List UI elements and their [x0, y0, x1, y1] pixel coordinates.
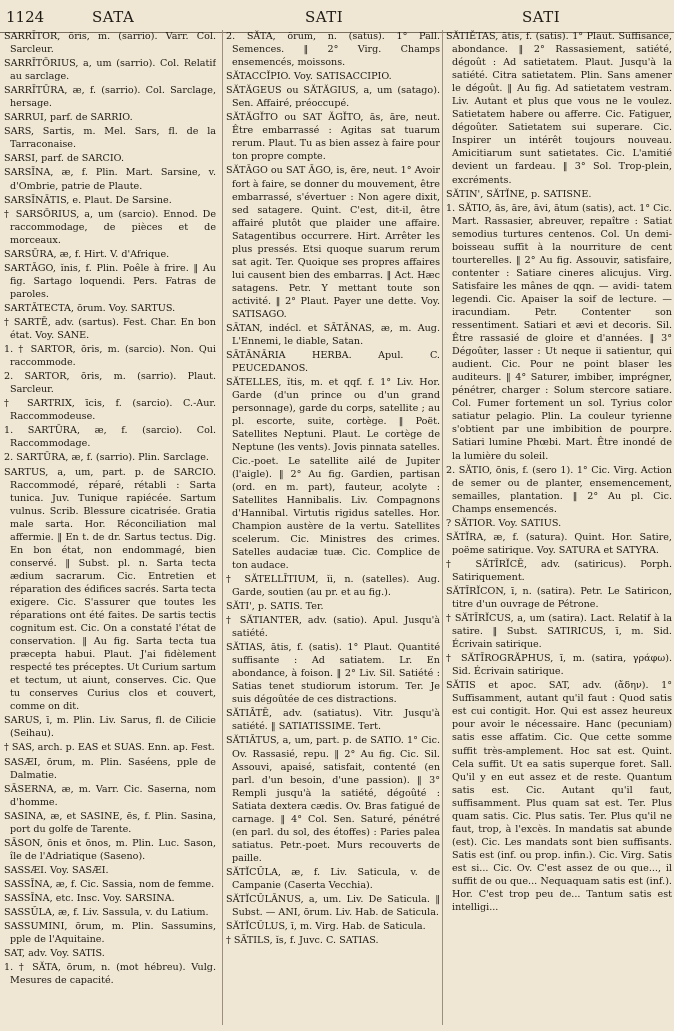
column-middle: [222, 30, 440, 1025]
dictionary-entry: SASSÆI. Voy. SASÆI.: [4, 864, 109, 876]
dictionary-entry: † SAS, arch. p. EAS et SUAS. Enn. ap. Fest.: [4, 742, 215, 754]
page-header: [0, 6, 674, 33]
running-head-left: SATA: [92, 8, 135, 26]
dictionary-entry: SĀTAN, indécl. et SĀTĀNAS, æ, m. Aug. L'Ennemi, le diable, Satan.: [226, 323, 440, 348]
dictionary-entry: SARSŪRA, æ, f. Hirt. V. d'Afrique.: [4, 248, 170, 260]
dictionary-entry: SĂTELLES, ĭtis, m. et qqf. f. 1° Liv. Hor. Garde (d'un prince ou d'un grand personnage), garde du corps, satellite ; au pl. escorte, suite, cortège. ‖ Poët. Satellites Neptuni. Plaut. Le cortège de Neptune (les vents). Jovis pinnata satelles. Cic.-poet. Le satellite ailé de Jupiter (l'aigle). ‖ 2° Au fig. Gardien, partisan (ord. en m. part), fauteur, acolyte : Satellites Hannibalis. Liv. Compagnons d'Hannibal. Virtutis rigidus satelles. Hor. Champion austère de la vertu. Satellites scelerum. Cic. Ministres des crimes. Satelles audaciæ tuæ. Cic. Complice de ton audace.: [226, 377, 440, 571]
dictionary-entry: SARUS, ī, m. Plin. Liv. Sarus, fl. de Cilicie (Seihau).: [4, 715, 216, 740]
dictionary-entry: † SARTRIX, īcis, f. (sarcio). C.-Aur. Raccommodeuse.: [4, 398, 216, 423]
column-right: [442, 30, 672, 1025]
dictionary-entry: SĂTĀGO ou SAT ĀGO, is, ēre, neut. 1° Avoir fort à faire, se donner du mouvement, être embarrassé, s'évertuer : Non agere dixit, sed satagere. Quint. C'est, dit-il, être affairé plutôt que plaider une affaire. Satagentibus occurrere. Hirt. Arrêter les plus pressés. Etsi quoque suarum rerum sat agit. Ter. Quoique ses propres affaires lui causent bien des embarras. ‖ Act. Hæc satagens. Petr. Y mettant toute son activité. ‖ 2° Plaut. Payer une dette. Voy. SATISAGO.: [226, 165, 440, 320]
dictionary-entry: SĀSON, ōnis et ōnos, m. Plin. Luc. Sason, île de l'Adriatique (Saseno).: [4, 837, 216, 862]
dictionary-entry: SARTĀTECTA, ōrum. Voy. SARTUS.: [4, 302, 176, 314]
dictionary-entry: SASSŬLA, æ, f. Liv. Sassula, v. du Latium.: [4, 907, 209, 919]
dictionary-entry: SĂTĬCŬLUS, ī, m. Virg. Hab. de Saticula.: [226, 921, 426, 933]
dictionary-entry: SĂTIN', SĂTĬNE, p. SATISNE.: [446, 188, 592, 200]
dictionary-entry: 1. † SĂTA, ōrum, n. (mot hébreu). Vulg. Mesures de capacité.: [4, 962, 216, 987]
dictionary-entry: 2. SĂTIO, ōnis, f. (sero 1). 1° Cic. Virg. Action de semer ou de planter, ensemencement, semailles, plantation. ‖ 2° Au pl. Cic. Champs ensemencés.: [446, 464, 672, 515]
dictionary-entry: ? SĂTIOR. Voy. SATIUS.: [446, 517, 562, 529]
dictionary-entry: SĂTIĀTUS, a, um, part. p. de SATIO. 1° Cic. Ov. Rassasié, repu. ‖ 2° Au fig. Cic. Sil. Assouvi, apaisé, satisfait, contenté (en parl. d'un besoin, d'une passion). ‖ 3° Rempli jusqu'à la satiété, dégoûté : Satiata dextera cædis. Ov. Bras fatigué de carnage. ‖ 4° Col. Sen. Saturé, pénétré (en parl. du sol, des étoffes) : Paries palea satiatus. Petr.-poet. Murs recouverts de paille.: [226, 735, 440, 864]
dictionary-entry: SARRĪTŌRIUS, a, um (sarrio). Col. Relatif au sarclage.: [4, 58, 216, 83]
dictionary-entry: SARSĪNA, æ, f. Plin. Mart. Sarsine, v. d'Ombrie, patrie de Plaute.: [4, 167, 216, 192]
dictionary-entry: SASINA, æ, et SASINE, ēs, f. Plin. Sasina, port du golfe de Tarente.: [4, 810, 216, 835]
dictionary-entry: † SARTĒ, adv. (sartus). Fest. Char. En bon état. Voy. SANE.: [4, 316, 216, 342]
dictionary-entry: † SĂTIANTER, adv. (satio). Apul. Jusqu'à satiété.: [226, 615, 440, 640]
dictionary-entry: 1. SĂTIO, ās, āre, āvi, ātum (satis), act. 1° Cic. Mart. Rassasier, abreuver, repaître : Satiat semodius turtures centenos. Col. Un demi-boisseau suffit à la nourriture de cent tourterelles. ‖ 2° Au fig. Assouvir, satisfaire, contenter : Satiare cineres alicujus. Virg. Satisfaire les mânes de qqn. — avidi- tatem legendi. Cic. Apaiser la soif de lecture. — iracundiam. Petr. Contenter son ressentiment. Satiari et ævi et decoris. Sil. Être rassasié de gloire et d'années. ‖ 3° Dégoûter, lasser : Ut neque ii satientur, qui audient. Cic. Pour ne point blaser les auditeurs. ‖ 4° Saturer, imbiber, imprégner, pénétrer, charger : Solum stercore satiare. Col. Fumer fortement un sol. Tyrius color satiatur pelagio. Plin. La couleur tyrienne s'obtient par une imbibition de pourpre. Satiari lumine Phœbi. Mart. Être inondé de la lumière du soleil.: [446, 202, 672, 462]
dictionary-entry: SAT, adv. Voy. SATIS.: [4, 948, 105, 960]
running-head-center: SATI: [305, 8, 344, 26]
dictionary-entry: † SĂTĪROGRĂPHUS, ī, m. (satira, γράφω). Sid. Écrivain satirique.: [446, 653, 672, 678]
dictionary-entry: SĂTIĔTAS, ātis, f. (satis). 1° Plaut. Suffisance, abondance. ‖ 2° Rassasiement, satiété, dégoût : Ad satietatem. Plaut. Jusqu'à la satiété. Citra satietatem. Plin. Sans amener le dégoût. ‖ Au fig. Ad satietatem vestram. Liv. Autant et plus que vous ne le voulez. Satietatem habere ou afferre. Cic. Fatiguer, dégoûter. Satietatem sui superare. Cic. Inspirer un intérêt toujours nouveau. Amicitiarum sunt satietates. Cic. L'amitié devient un fardeau. ‖ 3° Sol. Trop-plein, excréments.: [446, 31, 672, 186]
dictionary-entry: SARSI, parf. de SARCIO.: [4, 153, 125, 165]
dictionary-entry: SĂTIS et apoc. SAT, adv. (ἄδην). 1° Suffisamment, autant qu'il faut : Quod satis est cui contigit. Hor. Qui est assez heureux pour avoir le nécessaire. Hanc (pecuniam) satis esse affatim. Cic. Que cette somme suffit très-amplement. Hoc sat est. Quint. Cela suffit. Ut ea satis superque foret. Sall. Qu'il y en eut assez et de reste. Quantum satis est. Cic. Autant qu'il faut, suffisamment. Plus quam sat est. Ter. Plus quam satis. Cic. Plus satis. Ter. Plus qu'il ne faut, trop, à l'excès. In mandatis sat abunde (est). Cic. Les mandats sont bien suffisants. Satis est (inf. ou prop. infin.). Cic. Virg. Satis est si... Cic. Ov. C'est assez de ou que..., il suffit de ou que... Nequaquam satis est (inf.). Hor. C'est trop peu de... Tantum satis est intelligi...: [446, 680, 672, 914]
dictionary-entry: 2. SARTOR, ōris, m. (sarrio). Plaut. Sarcleur.: [4, 371, 216, 396]
dictionary-entry: SASSĪNA, etc. Insc. Voy. SARSINA.: [4, 893, 175, 904]
dictionary-entry: 1. † SARTOR, ōris, m. (sarcio). Non. Qui raccommode.: [4, 344, 216, 369]
dictionary-entry: SARSĪNĀTIS, e. Plaut. De Sarsine.: [4, 194, 172, 206]
dictionary-entry: 1. SARTŪRA, æ, f. (sarcio). Col. Raccommodage.: [4, 425, 216, 450]
dictionary-entry: SĀTĀNĀRIA HERBA. Apul. C. PEUCEDANOS.: [226, 350, 440, 375]
dictionary-entry: SĀSERNA, æ, m. Varr. Cic. Saserna, nom d'homme.: [4, 783, 216, 808]
page-number: 1124: [6, 8, 45, 26]
dictionary-entry: SĂTĂGĬTO ou SAT ĂGĬTO, ās, āre, neut. Être embarrassé : Agitas sat tuarum rerum. Plaut. Tu as bien assez à faire pour ton propre compte.: [226, 112, 440, 163]
dictionary-entry: SĂTIAS, ātis, f. (satis). 1° Plaut. Quantité suffisante : Ad satiatem. Lr. En abondance, à foison. ‖ 2° Liv. Sil. Satiété : Satias tenet studiorum istorum. Ter. Je suis dégoûtée de ces distractions.: [226, 642, 440, 706]
dictionary-entry: SĂTĬCŬLĀNUS, a, um. Liv. De Saticula. ‖ Subst. — ANI, ōrum. Liv. Hab. de Saticula.: [226, 894, 440, 919]
dictionary-entry: SASSUMINI, ōrum, m. Plin. Sassumins, pple de l'Aquitaine.: [4, 921, 216, 946]
dictionary-entry: SARRĪTŪRA, æ, f. (sarrio). Col. Sarclage, hersage.: [4, 85, 216, 110]
dictionary-entry: SĂTACCĬPIO. Voy. SATISACCIPIO.: [226, 71, 392, 83]
dictionary-entry: SARRĪTOR, ōris, m. (sarrio). Varr. Col. Sarcleur.: [4, 31, 216, 56]
dictionary-entry: 2. SĂTA, ōrum, n. (satus). 1° Pall. Semences. ‖ 2° Virg. Champs ensemencés, moissons.: [226, 31, 440, 69]
dictionary-entry: SĂTĂGEUS ou SĂTĂGIUS, a, um (satago). Sen. Affairé, préoccupé.: [226, 85, 440, 110]
running-head-right: SATI: [522, 8, 561, 26]
dictionary-entry: † SĀTILS, ĭs, f. Juvc. C. SATIAS.: [226, 935, 379, 947]
dictionary-entry: † SĂTĪRĬCUS, a, um (satira). Lact. Relatif à la satire. ‖ Subst. SATIRICUS, ī, m. Sid. Écrivain satirique.: [446, 613, 672, 651]
dictionary-entry: SĂTĬRA, æ, f. (satura). Quint. Hor. Satire, poëme satirique. Voy. SATURA et SATYRA.: [446, 531, 672, 556]
dictionary-entry: SARTUS, a, um, part. p. de SARCIO. Raccommodé, réparé, rétabli : Sarta tunica. Juv. Tunique rapiécée. Sartum vulnus. Scrib. Blessure cicatrisée. Gratia male sarta. Hor. Réconciliation mal affermie. ‖ En t. de dr. Sartus tectus. Dig. En bon état, non endommagé, bien conservé. ‖ Subst. pl. n. Sarta tecta ædium sacrarum. Cic. Entretien et réparation des édifices sacrés. Sarta tecta exigere. Cic. S'assurer que toutes les réparations ont été faites. De sartis tectis cognitum est. Cic. On a constaté l'état de conservation. ‖ Au fig. Sarta tecta tua præcepta habui. Plaut. J'ai fidèlement respecté tes préceptes. Ut Curium sartum et tectum, ut aiunt, conserves. Cic. Que tu conserves Curius clos et couvert, comme on dit.: [4, 466, 216, 713]
dictionary-entry: SARTĀGO, ĭnis, f. Plin. Poêle à frire. ‖ Au fig. Sartago loquendi. Pers. Fatras de paroles.: [4, 262, 216, 300]
dictionary-entry: SĂTĪRĬCON, ī, n. (satira). Petr. Le Satiricon, titre d'un ouvrage de Pétrone.: [446, 585, 672, 611]
dictionary-entry: SASSĪNA, æ, f. Cic. Sassia, nom de femme.: [4, 878, 215, 890]
dictionary-entry: SASÆI, ōrum, m. Plin. Saséens, pple de Dalmatie.: [4, 756, 216, 781]
dictionary-entry: SARS, Sartis, m. Mel. Sars, fl. de la Tarraconaise.: [4, 126, 216, 151]
dictionary-entry: SĂTIĀTĒ, adv. (satiatus). Vitr. Jusqu'à satiété. ‖ SATIATISSIME. Tert.: [226, 708, 440, 733]
dictionary-entry: SĂTĬCŬLA, æ, f. Liv. Saticula, v. de Campanie (Caserta Vecchia).: [226, 866, 440, 891]
dictionary-entry: 2. SARTŪRA, æ, f. (sarrio). Plin. Sarclage.: [4, 452, 209, 464]
column-left: [4, 30, 216, 1025]
dictionary-entry: SĂTI', p. SATIS. Ter.: [226, 601, 324, 613]
dictionary-entry: † SARSŌRIUS, a, um (sarcio). Ennod. De raccommodage, de pièces et de morceaux.: [4, 208, 216, 246]
dictionary-entry: SARRUI, parf. de SARRIO.: [4, 112, 133, 124]
dictionary-entry: † SĂTĪRĬCĒ, adv. (satiricus). Porph. Satiriquement.: [446, 558, 672, 583]
dictionary-entry: † SĂTELLĪTIUM, ĭi, n. (satelles). Aug. Garde, soutien (au pr. et au fig.).: [226, 573, 440, 598]
